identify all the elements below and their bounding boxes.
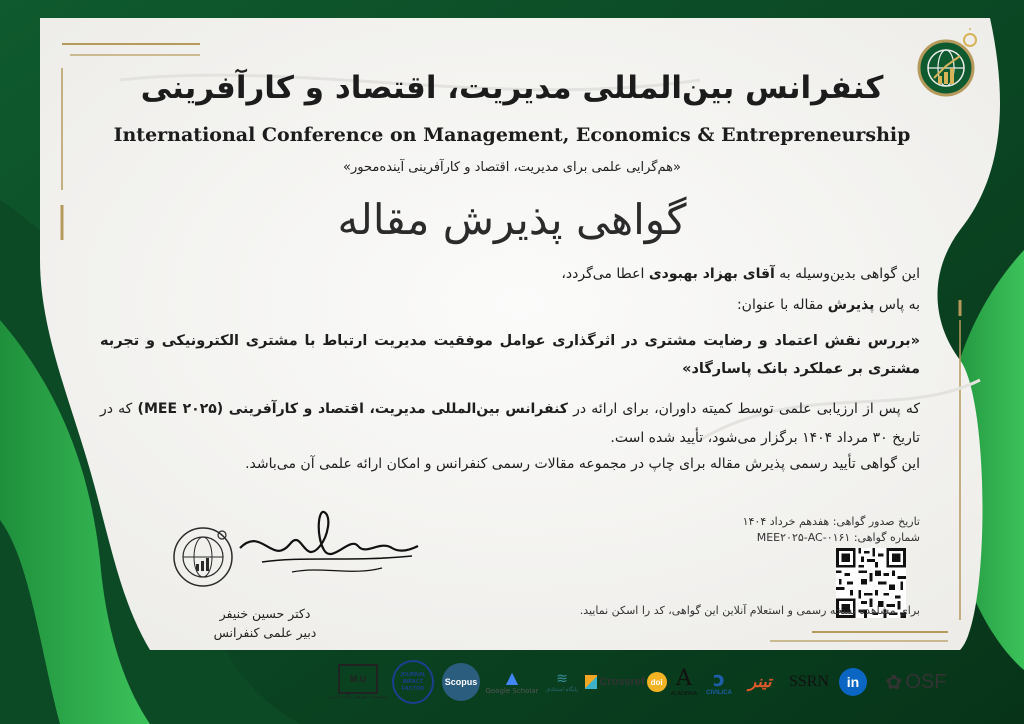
- google-scholar-logo: ▲ Google Scholar: [485, 668, 539, 695]
- signer-block: [170, 604, 360, 642]
- book-icon: M.U: [338, 664, 378, 694]
- civilica-c-icon: ↄ: [713, 667, 725, 691]
- iran-journals-logo: ≋ پایگاه استنادی: [546, 671, 578, 693]
- recipient-name: آقای بهزاد بهبودی: [648, 266, 775, 282]
- conference-name: کنفرانس بین‌المللی مدیریت، اقتصاد و کارآفرینی (MEE ۲۰۲۵): [137, 401, 568, 417]
- conference-seal-icon: [172, 526, 234, 588]
- acceptance-line: [100, 297, 920, 313]
- verification-note: برای مشاهده نسخه رسمی و استعلام آنلاین این گواهی، کد را اسکن نمایید.: [579, 604, 920, 617]
- award-prefix: این گواهی بدین‌وسیله به: [779, 266, 920, 282]
- signer-name: دکتر حسین خنیفر: [219, 606, 311, 621]
- academia-logo: A ACADEMIA: [670, 666, 698, 697]
- evaluation-paragraph: [100, 395, 920, 453]
- signature-icon: [232, 506, 422, 586]
- open-book-icon: ≋: [556, 671, 568, 687]
- tabnak-logo: تینر: [748, 674, 772, 691]
- award-line: [100, 266, 920, 282]
- signer-role: دبیر علمی کنفرانس: [213, 625, 317, 640]
- acceptance-suffix: مقاله با عنوان:: [736, 297, 824, 313]
- paper-title: «بررس نقش اعتماد و رضایت مشتری در اثرگذاری عوامل موفقیت مدیریت ارتباط با مشتری الکترونیکی و تجربه مشتری بر عملکرد بانک پاسارگاد»: [100, 333, 920, 377]
- journal-impact-factor-logo: JOURNAL IMPACT FACTOR: [392, 660, 434, 704]
- evaluation-suffix: که در تاریخ ۳۰ مرداد ۱۴۰۴ برگزار می‌شود، تأیید شده است.: [100, 401, 920, 446]
- award-suffix: اعطا می‌گردد،: [561, 266, 645, 282]
- crossref-icon: [585, 675, 597, 689]
- evaluation-prefix: که پس از ارزیابی علمی توسط کمیته داوران، برای ارائه در: [573, 401, 920, 417]
- maziar-institute-logo: M.U مؤسسه آموزش عالی مازیار: [336, 660, 380, 704]
- ssrn-logo: SSRN: [788, 673, 830, 690]
- acceptance-prefix: به پاس: [878, 297, 920, 313]
- certificate-number: شماره گواهی: MEE۲۰۲۵-AC-۰۱۶۱: [756, 531, 920, 544]
- scopus-logo: Scopus: [440, 660, 482, 704]
- indexing-logos-row: [328, 660, 966, 708]
- acceptance-word: پذیرش: [827, 297, 875, 313]
- confirmation-line: این گواهی تأیید رسمی پذیرش مقاله برای چاپ در مجموعه مقالات رسمی کنفرانس و امکان ارائه علمی آن می‌باشد.: [245, 456, 920, 472]
- certificate-heading: گواهی پذیرش مقاله: [337, 195, 687, 244]
- conference-title-en: International Conference on Management, Economics & Entrepreneurship: [113, 124, 911, 146]
- conference-tagline: «هم‌گرایی علمی برای مدیریت، اقتصاد و کارآفرینی آینده‌محور»: [343, 160, 681, 175]
- osf-logo: ✿ OSF: [885, 670, 947, 694]
- crossref-doi-logo: Crossref doi: [584, 660, 668, 704]
- conference-title-fa: کنفرانس بین‌المللی مدیریت، اقتصاد و کارآفرینی: [140, 70, 884, 106]
- issue-info: [700, 514, 920, 546]
- linkedin-logo: in: [836, 660, 870, 704]
- graduation-cap-icon: ▲: [505, 668, 519, 687]
- civilica-logo: ↄ CIVILICA: [706, 667, 732, 696]
- issue-date: تاریخ صدور گواهی: هفدهم خرداد ۱۴۰۴: [742, 515, 920, 528]
- osf-flower-icon: ✿: [885, 670, 903, 694]
